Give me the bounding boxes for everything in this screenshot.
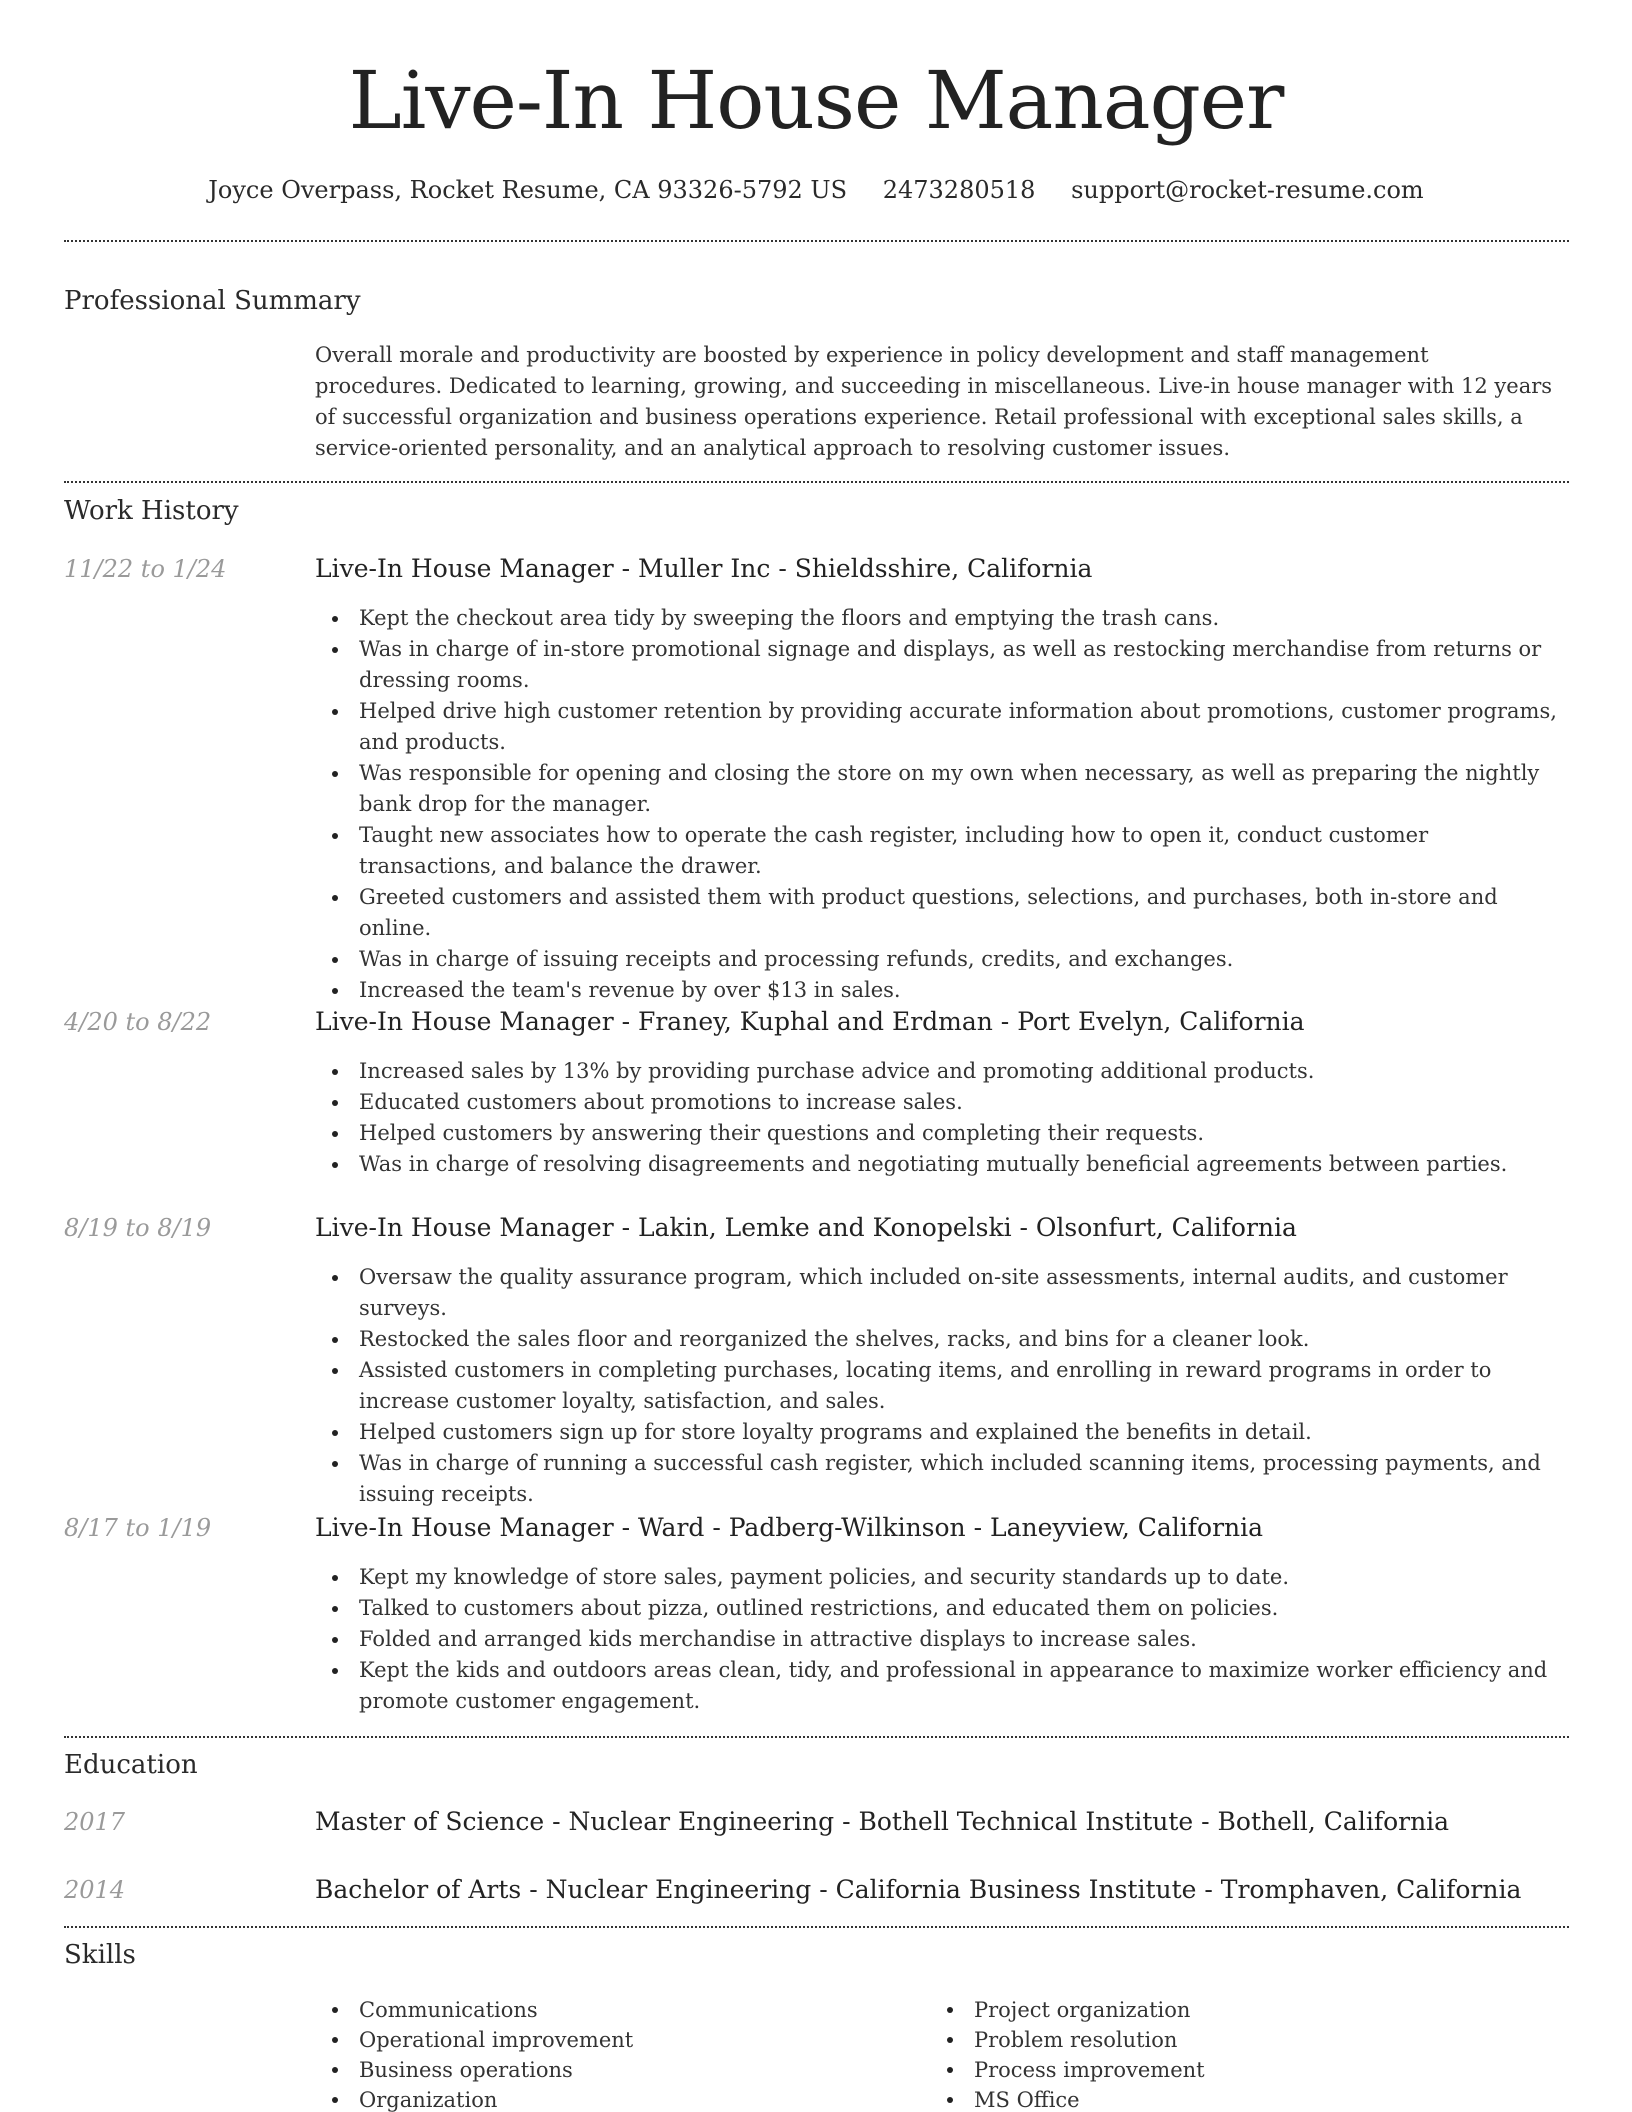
job-bullet: Educated customers about promotions to increase sales. [315,1087,1570,1118]
job-bullet: Was in charge of running a successful cash register, which included scanning items, processing payments, and issuing receipts. [315,1448,1570,1510]
job-dates: 11/22 to 1/24 [64,555,227,583]
job-bullet: Was in charge of in-store promotional signage and displays, as well as restocking merchandise from returns or dressing rooms. [315,634,1570,696]
job-bullet: Helped customers by answering their questions and completing their requests. [315,1118,1570,1149]
skill-item: Project organization [930,1995,1530,2025]
job-bullet: Kept the checkout area tidy by sweeping the floors and emptying the trash cans. [315,603,1570,634]
skills-right-list [930,1995,1530,2112]
job-bullet: Helped drive high customer retention by providing accurate information about promotions, customer programs, and products. [315,696,1570,758]
job-bullet: Restocked the sales floor and reorganized the shelves, racks, and bins for a cleaner look. [315,1324,1570,1355]
skill-item: Process improvement [930,2055,1530,2085]
skills-section-title: Skills [64,1940,136,1970]
job-bullet-list [315,603,1570,1006]
education-heading: Master of Science - Nuclear Engineering - Bothell Technical Institute - Bothell, California [315,1807,1450,1836]
job-bullet: Greeted customers and assisted them with product questions, selections, and purchases, both in-store and online. [315,882,1570,944]
education-heading: Bachelor of Arts - Nuclear Engineering - California Business Institute - Tromphaven, California [315,1875,1522,1904]
work-divider [64,1736,1569,1738]
job-dates: 8/19 to 8/19 [64,1214,212,1242]
education-year: 2014 [64,1876,126,1904]
job-bullet: Oversaw the quality assurance program, which included on-site assessments, internal audits, and customer surveys. [315,1262,1570,1324]
job-bullet: Taught new associates how to operate the cash register, including how to open it, conduct customer transactions, and balance the drawer. [315,820,1570,882]
header-divider [64,240,1569,242]
summary-section-title: Professional Summary [64,286,361,316]
resume-name: Live-In House Manager [348,54,1284,147]
job-heading: Live-In House Manager - Lakin, Lemke and Konopelski - Olsonfurt, California [315,1213,1297,1242]
skill-item: Problem resolution [930,2025,1530,2055]
skill-item: Operational improvement [315,2025,915,2055]
education-section-title: Education [64,1750,198,1780]
skill-item: Business operations [315,2055,915,2085]
job-bullet-list [315,1056,1570,1180]
summary-divider [64,481,1569,483]
job-bullet: Folded and arranged kids merchandise in attractive displays to increase sales. [315,1624,1570,1655]
job-bullet: Talked to customers about pizza, outlined restrictions, and educated them on policies. [315,1593,1570,1624]
skills-left-list [315,1995,915,2112]
job-bullet: Helped customers sign up for store loyalty programs and explained the benefits in detail. [315,1417,1570,1448]
job-heading: Live-In House Manager - Franey, Kuphal and Erdman - Port Evelyn, California [315,1007,1305,1036]
job-bullet-list [315,1562,1570,1717]
job-heading: Live-In House Manager - Ward - Padberg-Wilkinson - Laneyview, California [315,1513,1264,1542]
job-bullet: Kept the kids and outdoors areas clean, tidy, and professional in appearance to maximize worker efficiency and promote customer engagement. [315,1655,1570,1717]
job-bullet: Increased sales by 13% by providing purchase advice and promoting additional products. [315,1056,1570,1087]
job-bullet: Was in charge of issuing receipts and processing refunds, credits, and exchanges. [315,944,1570,975]
job-bullet: Kept my knowledge of store sales, payment policies, and security standards up to date. [315,1562,1570,1593]
job-bullet: Was responsible for opening and closing the store on my own when necessary, as well as preparing the nightly bank drop for the manager. [315,758,1570,820]
skill-item: MS Office [930,2085,1530,2112]
contact-line [0,170,1632,210]
job-bullet: Increased the team's revenue by over $13 in sales. [315,975,1570,1006]
work-section-title: Work History [64,496,239,526]
education-divider [64,1926,1569,1928]
skill-item: Organization [315,2085,915,2112]
job-dates: 4/20 to 8/22 [64,1008,212,1036]
summary-text: Overall morale and productivity are boosted by experience in policy development and staff management procedures. Dedicated to learning, growing, and succeeding in miscellaneous. Live-in house manager with 12 years of successful organization and business operations experience. Retail professional with exceptional sales skills, a service-oriented personality, and an analytical approach to resolving customer issues. [315,343,1553,460]
contact-address: Joyce Overpass, Rocket Resume, CA 93326-5792 US [208,176,848,204]
job-bullet: Was in charge of resolving disagreements and negotiating mutually beneficial agreements between parties. [315,1149,1570,1180]
job-bullet: Assisted customers in completing purchases, locating items, and enrolling in reward programs in order to increase customer loyalty, satisfaction, and sales. [315,1355,1570,1417]
job-bullet-list [315,1262,1570,1510]
job-dates: 8/17 to 1/19 [64,1514,212,1542]
contact-email: support@rocket-resume.com [1071,176,1424,204]
skill-item: Communications [315,1995,915,2025]
contact-phone: 2473280518 [882,176,1036,204]
job-heading: Live-In House Manager - Muller Inc - Shieldsshire, California [315,554,1093,583]
education-year: 2017 [64,1808,126,1836]
